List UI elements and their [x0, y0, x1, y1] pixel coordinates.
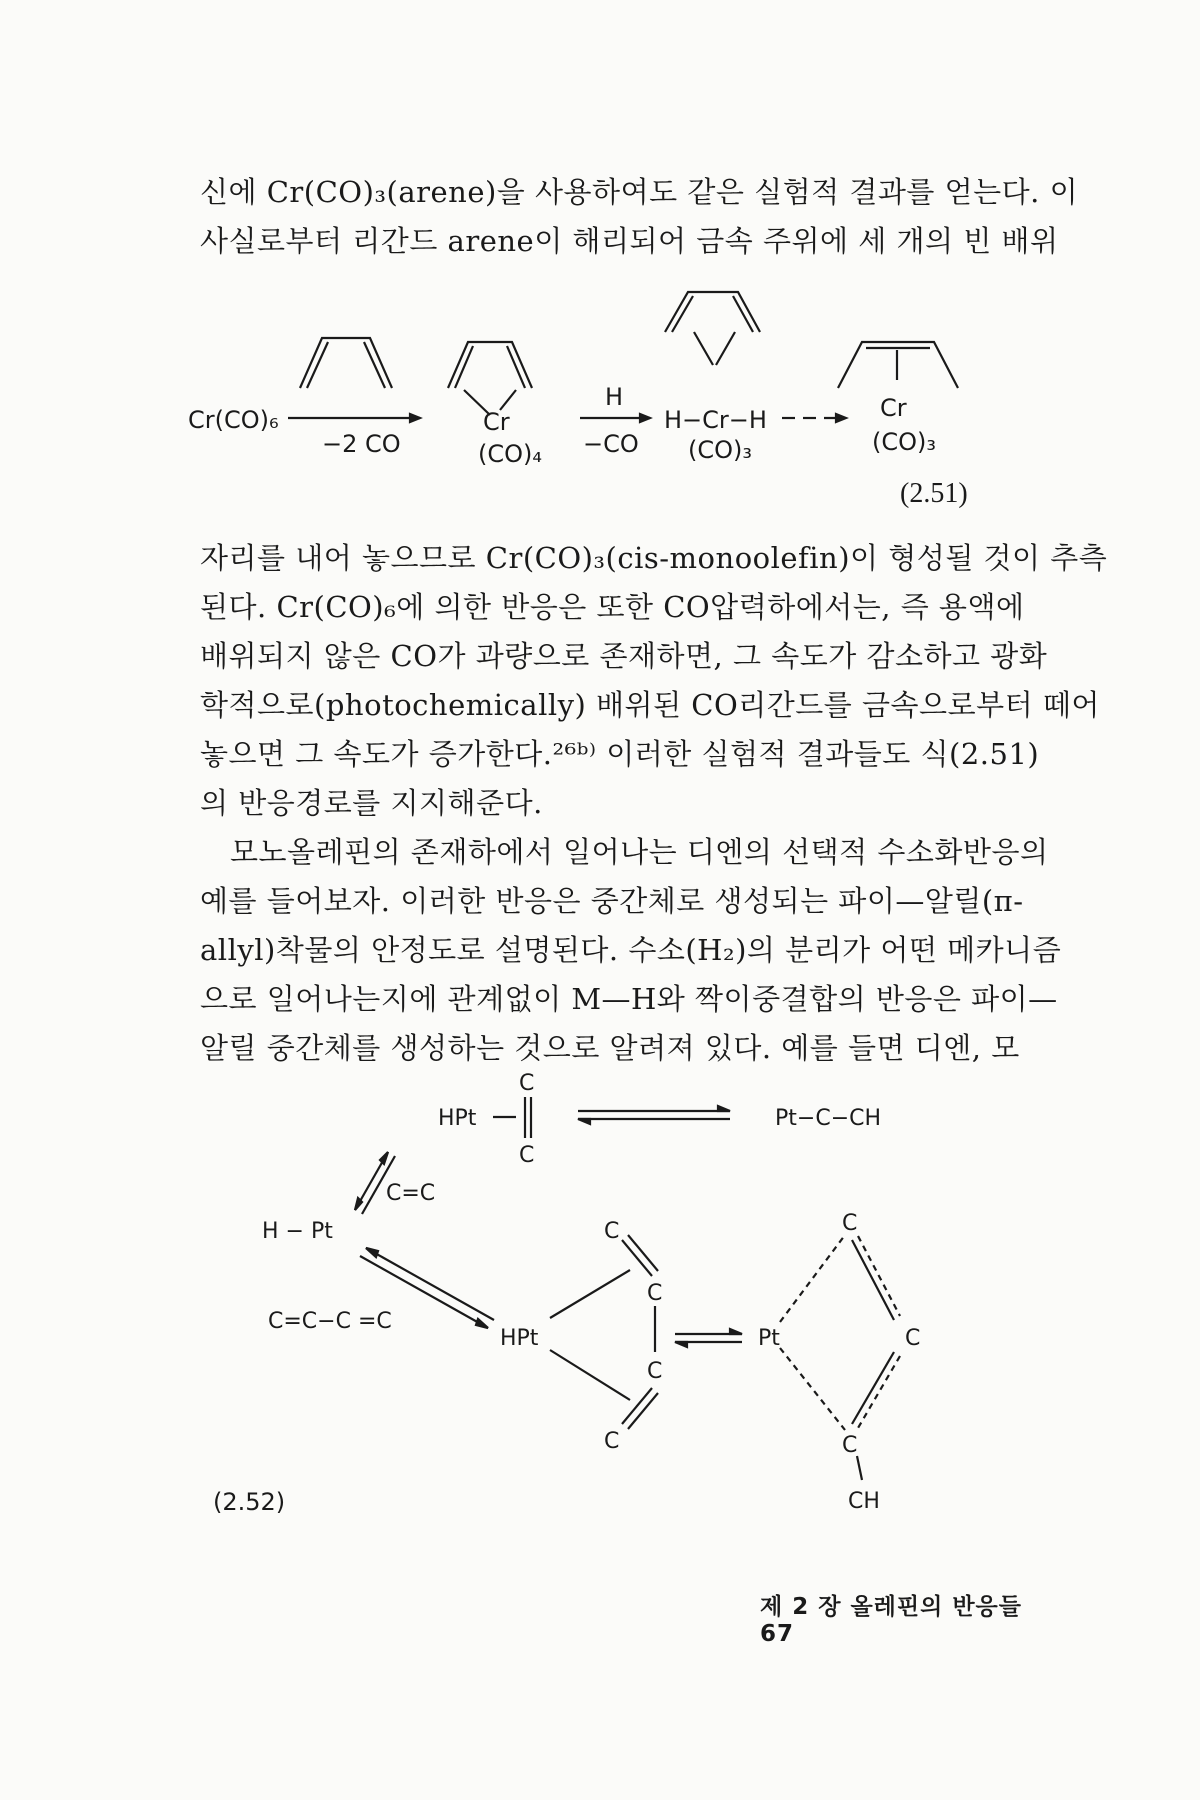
ring-carbon: C: [604, 1429, 620, 1454]
monoolefin-reagent: C=C: [386, 1181, 436, 1206]
text-line: 예를 들어보자. 이러한 반응은 중간체로 생성되는 파이—알릴(π-: [200, 884, 1024, 918]
allyl-ch: CH: [848, 1489, 880, 1514]
complex-2-ligand: (CO)₃: [688, 436, 752, 464]
complex-1-ligand: (CO)₄: [478, 440, 542, 468]
text-line: allyl)착물의 안정도로 설명된다. 수소(H₂)의 분리가 어떤 메카니즘: [200, 933, 1062, 967]
arrow-2-reagent: H: [605, 383, 624, 411]
hydride-catalyst: H − Pt: [262, 1219, 333, 1244]
ring-carbon: C: [647, 1359, 663, 1384]
diene-structure: [300, 338, 392, 388]
text-line: 의 반응경로를 지지해준다.: [200, 786, 543, 820]
allyl-carbon: C: [905, 1326, 921, 1351]
text-line: 신에 Cr(CO)₃(arene)을 사용하여도 같은 실험적 결과를 얻는다. 이: [200, 175, 1079, 209]
arrow-2-byproduct: −CO: [583, 430, 639, 458]
hpt-label-mid: HPt: [500, 1326, 539, 1351]
text-line: 모노올레핀의 존재하에서 일어나는 디엔의 선택적 수소화반응의: [230, 835, 1049, 869]
hpt-label-top: HPt: [438, 1106, 477, 1131]
arrow-1-label: −2 CO: [322, 430, 401, 458]
complex-2-metal: H−Cr−H: [664, 406, 767, 434]
reaction-scheme-2-52: [0, 1060, 1200, 1560]
diene-structure: [665, 292, 760, 332]
paragraph-2: [200, 534, 1108, 828]
allyl-carbon: C: [842, 1211, 858, 1236]
text-line: 알릴 중간체를 생성하는 것으로 알려져 있다. 예를 들면 디엔, 모: [200, 1031, 1020, 1065]
carbon-label: C: [519, 1143, 535, 1168]
pi-allyl-metal: Pt: [758, 1326, 780, 1351]
text-line: 으로 일어나는지에 관계없이 M—H와 짝이중결합의 반응은 파이—: [200, 982, 1058, 1016]
carbon-label: C: [519, 1071, 535, 1096]
paragraph-3: [200, 828, 1062, 1073]
complex-1-metal: Cr: [483, 408, 510, 436]
text-line: 된다. Cr(CO)₆에 의한 반응은 또한 CO압력하에서는, 즉 용액에: [200, 590, 1025, 624]
text-line: 자리를 내어 놓으므로 Cr(CO)₃(cis-monoolefin)이 형성될 것이 추측: [200, 541, 1108, 575]
ring-carbon: C: [604, 1219, 620, 1244]
ring-carbon: C: [647, 1281, 663, 1306]
reaction-scheme-2-51: [0, 280, 1200, 540]
complex-3-metal: Cr: [880, 394, 907, 422]
complex-3-ligand: (CO)₃: [872, 428, 936, 456]
equation-number-2-51: (2.51): [900, 478, 968, 509]
page-footer: 제 2 장 올레핀의 반응들 67: [760, 1594, 1022, 1647]
equation-number-2-52: (2.52): [213, 1488, 286, 1516]
diene-reagent: C=C−C =C: [268, 1309, 392, 1334]
text-line: 배위되지 않은 CO가 과량으로 존재하면, 그 속도가 감소하고 광화: [200, 639, 1048, 673]
diene-structure: [448, 342, 532, 388]
alkyl-product: Pt−C−CH: [775, 1106, 882, 1131]
allyl-carbon: C: [842, 1433, 858, 1458]
paragraph-1: [200, 168, 1079, 266]
text-line: 학적으로(photochemically) 배위된 CO리간드를 금속으로부터 떼어: [200, 688, 1100, 722]
text-line: 사실로부터 리간드 arene이 해리되어 금속 주위에 세 개의 빈 배위: [200, 224, 1059, 258]
text-line: 놓으면 그 속도가 증가한다.²⁶ᵇ⁾ 이러한 실험적 결과들도 식(2.51): [200, 737, 1040, 771]
start-compound: Cr(CO)₆: [188, 406, 279, 434]
